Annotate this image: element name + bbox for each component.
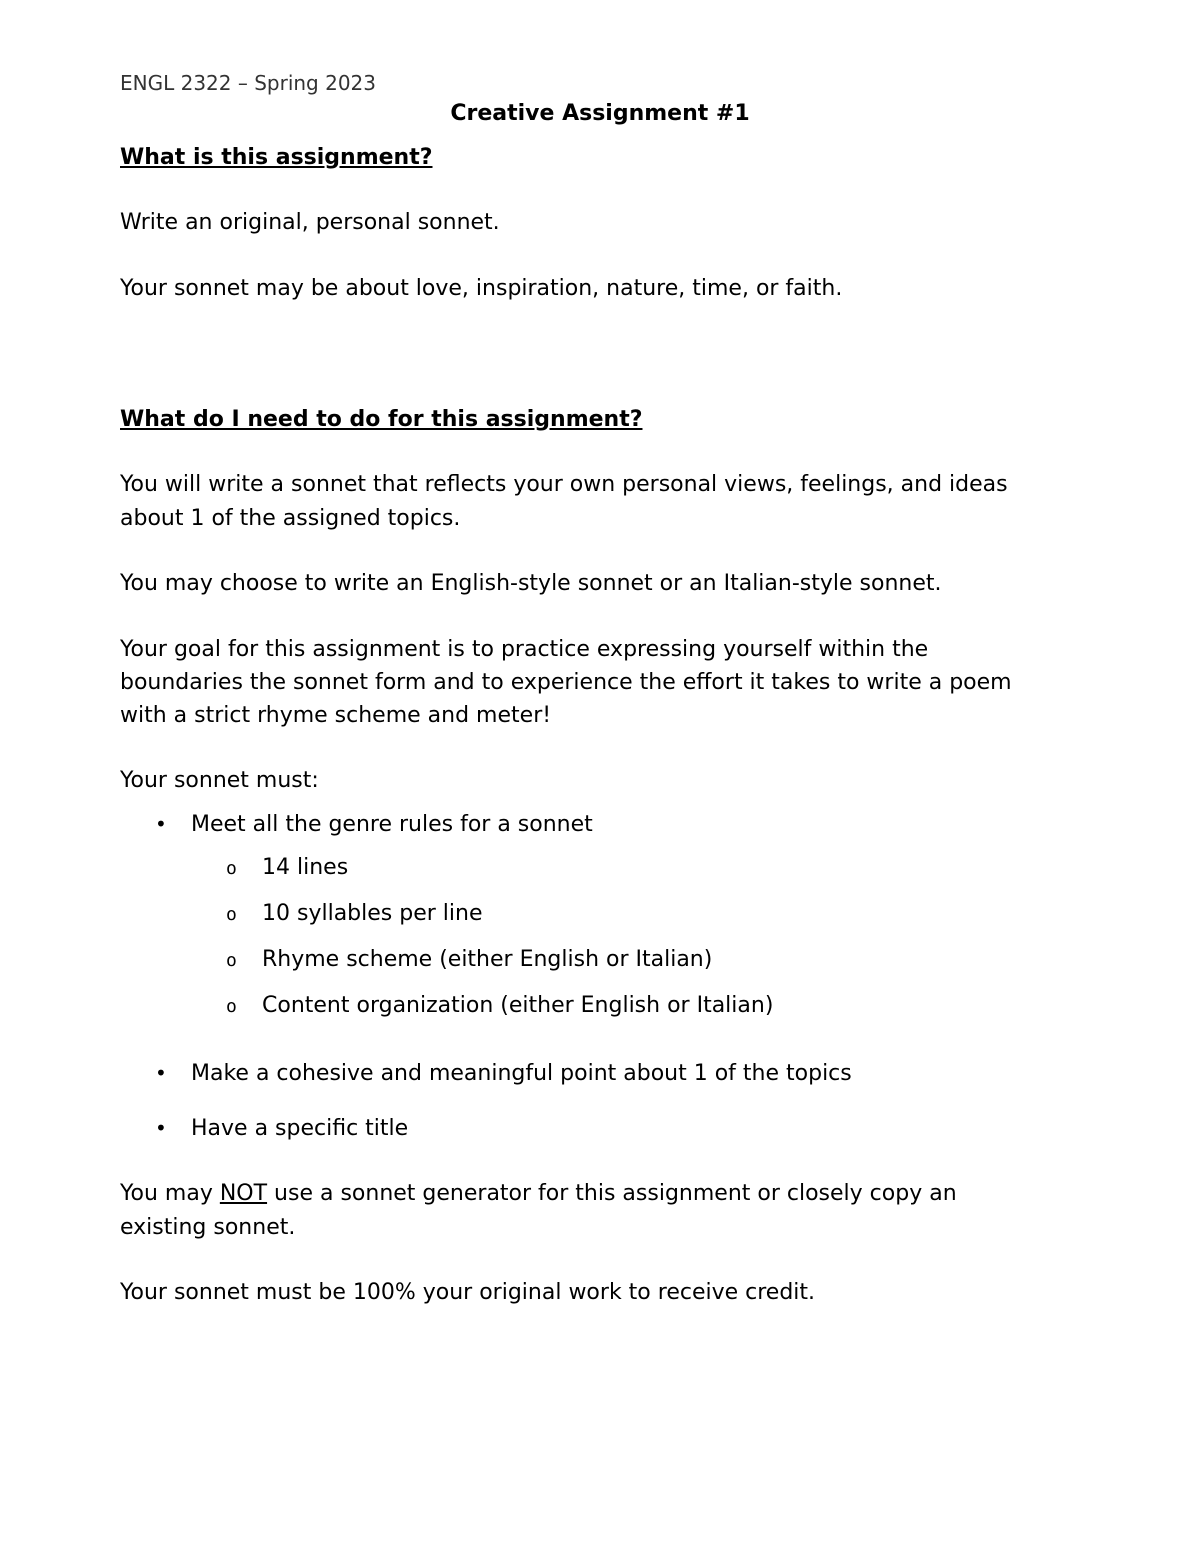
sub-bullet-icon: o [226, 904, 237, 925]
warning-rest: use a sonnet generator for this assignment or closely copy an [267, 1181, 957, 1206]
paragraph-reflect-line1: You will write a sonnet that reflects your own personal views, feelings, and ideas [120, 472, 1008, 497]
sub-bullet-icon: o [226, 996, 237, 1017]
warning-emphasis: NOT [219, 1181, 268, 1206]
paragraph-topics: Your sonnet may be about love, inspiration, nature, time, or faith. [120, 276, 843, 301]
bullet-icon: • [155, 812, 167, 836]
section-heading-what: What is this assignment? [120, 145, 433, 170]
sub-bullet-icon: o [226, 858, 237, 879]
sub-bullet-icon: o [226, 950, 237, 971]
sub-list-item: Content organization (either English or Italian) [262, 993, 774, 1018]
paragraph-goal-line3: with a strict rhyme scheme and meter! [120, 703, 552, 728]
paragraph-write-sonnet: Write an original, personal sonnet. [120, 210, 500, 235]
sub-list-item: 10 syllables per line [262, 901, 483, 926]
list-item: Make a cohesive and meaningful point about 1 of the topics [191, 1061, 852, 1086]
list-item: Meet all the genre rules for a sonnet [191, 812, 593, 837]
paragraph-goal-line2: boundaries the sonnet form and to experience the effort it takes to write a poem [120, 670, 1012, 695]
paragraph-originality: Your sonnet must be 100% your original work to receive credit. [120, 1280, 816, 1305]
paragraph-warning-line1 [120, 1177, 957, 1210]
paragraph-reflect-line2: about 1 of the assigned topics. [120, 506, 461, 531]
section-heading-what-to-do: What do I need to do for this assignment? [120, 407, 643, 432]
list-item: Have a specific title [191, 1116, 409, 1141]
sub-list-item: 14 lines [262, 855, 349, 880]
requirements-intro: Your sonnet must: [120, 768, 319, 793]
bullet-icon: • [155, 1116, 167, 1140]
paragraph-goal-line1: Your goal for this assignment is to practice expressing yourself within the [120, 637, 929, 662]
sub-list-item: Rhyme scheme (either English or Italian) [262, 947, 713, 972]
paragraph-warning-line2: existing sonnet. [120, 1215, 296, 1240]
course-label: ENGL 2322 – Spring 2023 [120, 71, 377, 95]
page-title: Creative Assignment #1 [450, 101, 750, 126]
bullet-icon: • [155, 1061, 167, 1085]
warning-prefix: You may [120, 1181, 220, 1206]
paragraph-style-choice: You may choose to write an English-style sonnet or an Italian-style sonnet. [120, 571, 942, 596]
